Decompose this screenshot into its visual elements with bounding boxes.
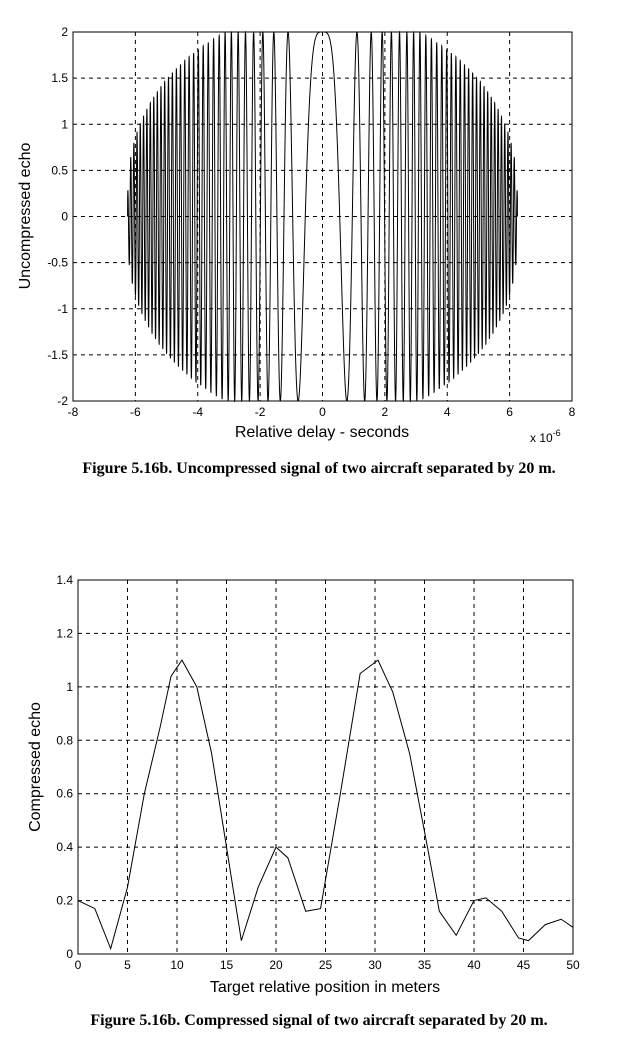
y-tick-label: 1.5	[51, 71, 68, 86]
y-tick-label: 0	[66, 947, 73, 961]
y-tick-label: 1.2	[56, 626, 73, 641]
uncompressed-echo-chart	[0, 0, 638, 455]
x-tick-label: 25	[318, 958, 333, 972]
y-tick-label: -1	[57, 301, 68, 316]
y-tick-label: -2	[57, 394, 68, 408]
x-tick-label: -6	[130, 405, 141, 419]
y-tick-label: 0.6	[56, 786, 73, 801]
figure-caption-uncompressed: Figure 5.16b. Uncompressed signal of two aircraft separated by 20 m.	[82, 460, 556, 477]
y-tick-label: 1	[66, 679, 73, 694]
x-tick-label: 35	[417, 958, 432, 972]
x-tick-label: 4	[443, 405, 451, 419]
x-multiplier-base: x 10	[530, 431, 553, 445]
y-axis-label: Uncompressed echo	[17, 142, 34, 290]
x-tick-label: 2	[381, 405, 389, 419]
x-tick-label: 30	[368, 958, 382, 972]
y-tick-label: 0.8	[56, 733, 73, 748]
y-tick-label: 0.5	[51, 163, 68, 178]
y-tick-label: -0.5	[47, 255, 68, 270]
x-tick-label: 45	[516, 958, 531, 972]
x-tick-label: 0	[74, 958, 82, 972]
x-tick-label: 0	[319, 405, 326, 419]
figure-caption-compressed: Figure 5.16b. Compressed signal of two aircraft separated by 20 m.	[90, 1012, 548, 1029]
x-tick-label: 50	[566, 958, 580, 972]
x-tick-label: 15	[219, 958, 234, 972]
x-tick-label: 40	[467, 958, 481, 972]
y-tick-label: 1	[61, 117, 68, 132]
x-tick-label: 10	[170, 958, 184, 972]
x-multiplier-exponent: -6	[552, 428, 561, 438]
y-tick-label: 0.2	[56, 893, 73, 908]
x-axis-label: Target relative position in meters	[209, 979, 441, 996]
x-tick-label: -4	[192, 405, 204, 419]
y-tick-label: 0.4	[56, 840, 73, 855]
x-tick-label: 8	[568, 405, 576, 419]
x-tick-label: 5	[124, 958, 131, 972]
x-multiplier	[530, 428, 561, 445]
compressed-echo-svg	[0, 560, 638, 1005]
y-tick-label: 2	[61, 25, 68, 39]
y-tick-label: 1.4	[56, 573, 73, 587]
y-tick-label: -1.5	[47, 347, 68, 362]
x-tick-label: 6	[506, 405, 513, 419]
y-axis-label: Compressed echo	[27, 702, 44, 832]
y-tick-label: 0	[61, 209, 68, 224]
uncompressed-echo-svg	[0, 0, 638, 455]
x-axis-label: Relative delay - seconds	[234, 424, 410, 441]
x-tick-label: 20	[269, 958, 283, 972]
compressed-echo-chart	[0, 560, 638, 1005]
x-tick-label: -2	[254, 405, 266, 419]
x-tick-label: -8	[67, 405, 79, 419]
